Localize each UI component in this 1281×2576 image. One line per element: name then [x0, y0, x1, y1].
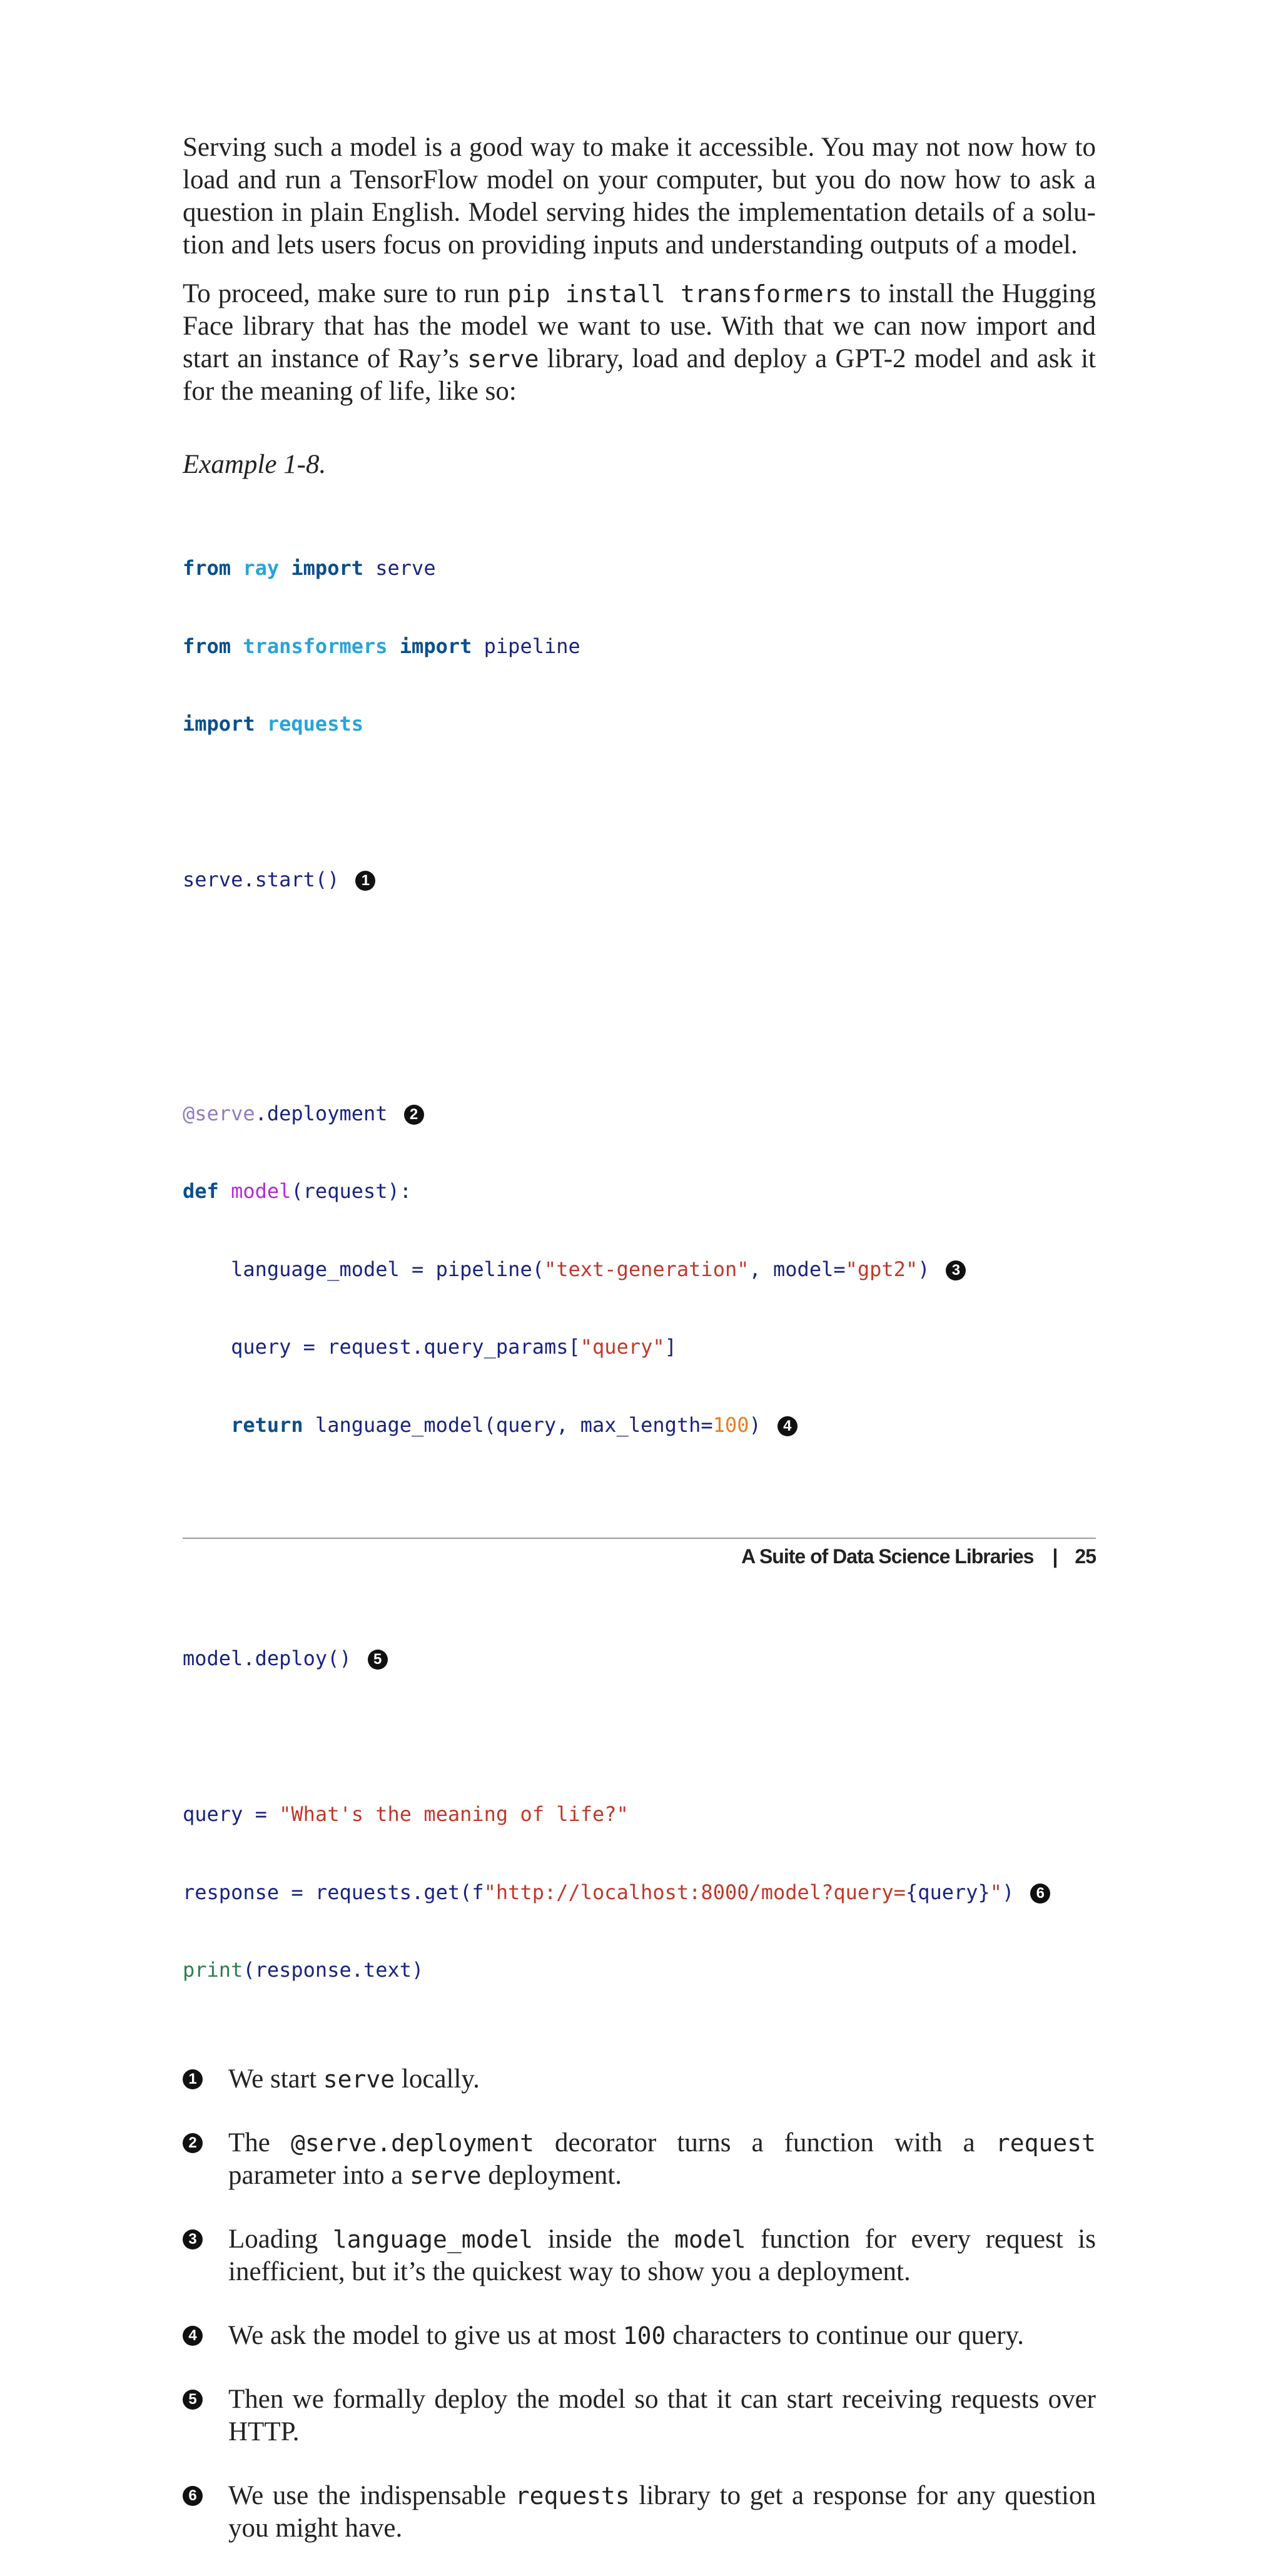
inline-code: model [674, 2225, 746, 2253]
callout-marker: 1 [183, 2069, 203, 2089]
annotation-text: inside the [533, 2224, 675, 2254]
paragraph-text: Serving such a model is a good way to make it accessible. You may not now how to load and run a TensorFlow model on your computer, but you do now how to ask a question in plain English. Model serving hides the implementation details of a solution and lets users focus on providing inputs and understanding outputs of a model. [183, 133, 1096, 260]
footer-separator: | [1052, 1545, 1058, 1568]
inline-code: requests [515, 2482, 630, 2510]
annotation-item [183, 2383, 1096, 2448]
code-line [183, 867, 1096, 893]
string-literal: "What's the meaning of life?" [279, 1802, 629, 1826]
callout-annotations [183, 2063, 1096, 2545]
module-name: transformers [243, 634, 388, 658]
page-content [183, 131, 1096, 2576]
keyword: def [183, 1179, 219, 1203]
code-line [183, 1257, 1096, 1283]
code-line-blank [183, 945, 1096, 971]
builtin-function: print [183, 1958, 243, 1982]
code-line [183, 1802, 1096, 1828]
paragraph-text: library, load and deploy a GPT-2 model and ask it for the meaning of life, like so: [183, 344, 1096, 406]
keyword: import [183, 712, 255, 736]
keyword: import [399, 634, 472, 658]
callout-marker: 4 [183, 2326, 203, 2346]
annotation-text: characters to continue our query. [666, 2320, 1025, 2350]
callout-marker: 2 [183, 2133, 203, 2153]
annotation-item [183, 2320, 1096, 2352]
inline-code: @serve.deployment [290, 2129, 534, 2157]
keyword: return [183, 1412, 303, 1437]
code-text: ] [664, 1335, 677, 1359]
code-text: query = request.query_params[ [183, 1335, 580, 1359]
code-line [183, 1334, 1096, 1361]
code-text: response = requests.get(f [183, 1880, 484, 1904]
annotation-text: deployment. [481, 2160, 622, 2190]
string-literal: "http://localhost:8000/model?query= [484, 1880, 906, 1904]
code-text: (request): [291, 1179, 412, 1203]
code-block [183, 504, 1096, 2036]
inline-code: 100 [622, 2321, 666, 2350]
annotation-text: The [228, 2127, 291, 2158]
code-text: language_model = pipeline( [183, 1257, 544, 1281]
code-line-blank [183, 789, 1096, 816]
code-text: serve.start() [183, 868, 340, 891]
annotation-text: Then we formally deploy the model so that it can start receiving requests over HTTP. [228, 2384, 1096, 2447]
code-text: , model= [749, 1257, 846, 1281]
decorator: @serve [183, 1101, 255, 1125]
running-footer-title: A Suite of Data Science Libraries [741, 1545, 1034, 1568]
number-literal: 100 [712, 1412, 749, 1437]
annotation-text: We use the indispensable [228, 2480, 515, 2510]
callout-marker: 5 [183, 2390, 203, 2410]
callout-marker: 5 [368, 1650, 388, 1670]
code-text: ) [918, 1257, 930, 1281]
inline-code: serve [323, 2065, 395, 2093]
identifier: serve [375, 556, 436, 580]
code-text: ) [1002, 1880, 1015, 1904]
annotation-text: locally. [395, 2064, 480, 2094]
code-line [183, 1412, 1096, 1439]
code-text: {query} [905, 1880, 990, 1904]
annotation-text: function for every request is inefficient, but it’s the quickest way to show you a deployment. [228, 2224, 1096, 2286]
paragraph-text: To proceed, make sure to run [183, 279, 507, 308]
inline-code: pip install transformers [507, 280, 853, 308]
code-line [183, 1101, 1096, 1127]
code-line-blank [183, 1023, 1096, 1049]
annotation-text: library to get a response for any question you might have. [228, 2480, 1096, 2543]
code-line-blank [183, 1724, 1096, 1750]
inline-code: serve [467, 345, 539, 373]
keyword: import [291, 556, 363, 580]
string-literal: "text-generation" [544, 1257, 749, 1281]
keyword: from [183, 634, 231, 658]
code-text: .deployment [255, 1101, 388, 1125]
inline-code: request [995, 2129, 1096, 2157]
callout-marker: 3 [183, 2229, 203, 2249]
code-text: query = [183, 1802, 280, 1826]
string-literal: " [990, 1880, 1003, 1904]
code-line [183, 1957, 1096, 1984]
paragraph-text: to install the Hugging Face library that has the model we want to use. With that we can now import and start an instance of Ray’s [183, 279, 1096, 373]
annotation-item [183, 2480, 1096, 2545]
module-name: ray [243, 556, 280, 580]
code-text: model.deploy() [183, 1646, 352, 1670]
annotation-text: We start [228, 2064, 323, 2094]
callout-marker: 2 [404, 1105, 424, 1125]
code-line-blank [183, 1568, 1096, 1595]
code-line [183, 1179, 1096, 1205]
annotation-text: decorator turns a function with a [534, 2127, 996, 2158]
module-name: requests [266, 712, 363, 736]
annotation-text: parameter into a [228, 2160, 410, 2190]
code-line [183, 634, 1096, 660]
annotation-item [183, 2063, 1096, 2096]
annotation-text: Loading [228, 2224, 333, 2254]
code-line [183, 1880, 1096, 1906]
callout-marker: 6 [183, 2486, 203, 2506]
footer-divider [183, 1538, 1096, 1539]
function-name: model [231, 1179, 291, 1203]
callout-marker: 1 [355, 871, 375, 891]
annotation-item [183, 2127, 1096, 2192]
code-text: (response.text) [243, 1958, 424, 1982]
string-literal: "query" [580, 1335, 665, 1359]
inline-code: serve [410, 2161, 482, 2189]
example-caption: Example 1-8. [183, 450, 327, 479]
code-line [183, 1646, 1096, 1672]
inline-code: language_model [332, 2225, 534, 2253]
page-footer [741, 1545, 1096, 1568]
paragraph-intro [183, 131, 1096, 261]
code-line-blank [183, 1490, 1096, 1516]
code-text: ) [749, 1412, 761, 1437]
annotation-text: We ask the model to give us at most [228, 2320, 623, 2350]
keyword: from [183, 556, 231, 580]
annotation-item [183, 2223, 1096, 2288]
code-line [183, 555, 1096, 582]
callout-marker: 6 [1030, 1884, 1050, 1904]
callout-marker: 4 [777, 1416, 797, 1436]
callout-marker: 3 [946, 1260, 966, 1280]
code-line [183, 711, 1096, 738]
identifier: pipeline [484, 634, 580, 658]
paragraph-install [183, 278, 1096, 408]
string-literal: "gpt2" [845, 1257, 918, 1281]
code-text: language_model(query, max_length= [303, 1412, 713, 1437]
page-number: 25 [1075, 1545, 1096, 1568]
